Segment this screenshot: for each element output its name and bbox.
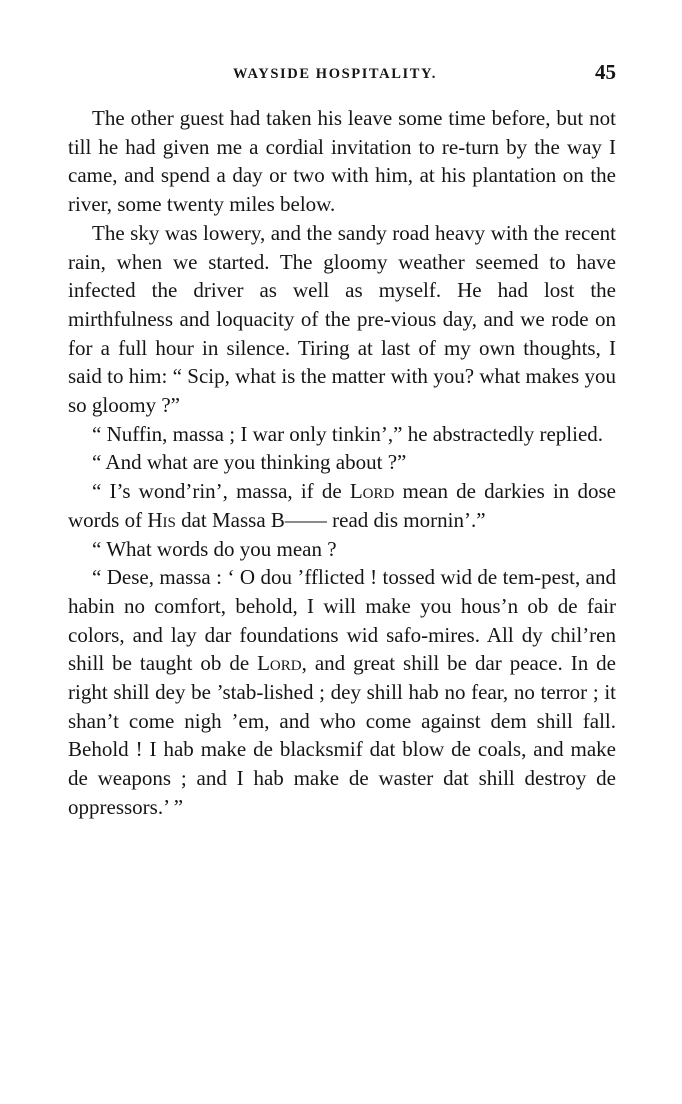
paragraph-7-text-1: “ Dese, massa : ‘ O dou ’fflicted ! tossed wid de tem-pest, and habin no comfort, behold, I will make you hous’n ob de fair colors, and lay dar foundations wid safo-mires. All dy chil’ren shill be taught ob de (68, 565, 616, 676)
small-caps-lord: Lord (257, 651, 302, 676)
paragraph-7 (68, 563, 616, 821)
body-text (68, 104, 616, 822)
paragraph-2: The sky was lowery, and the sandy road heavy with the recent rain, when we started. The gloomy weather seemed to have infected the driver as well as myself. He had lost the mirthfulness and loquacity of the pre-vious day, and we rode on for a full hour in silence. Tiring at last of my own thoughts, I said to him: “ Scip, what is the matter with you? what makes you so gloomy ?” (68, 220, 616, 418)
small-caps-his: His (147, 507, 176, 532)
page-header (40, 60, 616, 88)
paragraph-5-text-2: mean de darkies in dose words of (68, 479, 616, 532)
paragraph-5 (68, 477, 616, 534)
paragraph-5-text-1: “ I’s wond’rin’, massa, if de (92, 479, 350, 504)
page-number: 45 (595, 60, 616, 84)
running-head: WAYSIDE HOSPITALITY. (233, 66, 437, 82)
paragraph-1: The other guest had taken his leave some time before, but not till he had given me a cordial invitation to re-turn by the way I came, and spend a day or two with him, at his plantation on the river, some twenty miles below. (68, 106, 616, 217)
small-caps-lord: Lord (349, 479, 395, 504)
paragraph-5-text-3: dat Massa B—— read dis mornin’.” (175, 507, 486, 532)
paragraph-4: “ And what are you thinking about ?” (92, 450, 407, 475)
paragraph-6: “ What words do you mean ? (92, 536, 337, 561)
paragraph-3: “ Nuffin, massa ; I war only tinkin’,” he abstractedly replied. (92, 421, 604, 446)
paragraph-7-text-2: , and great shill be dar peace. In de right shill dey be ’stab-lished ; dey shill hab no fear, no terror ; it shan’t come nigh ’em, and who come against dem shill fall. Behold ! I hab make de blacksmif dat blow de coals, and make de weapons ; and I hab make de waster dat shill destroy de oppressors.’ ” (68, 651, 616, 819)
